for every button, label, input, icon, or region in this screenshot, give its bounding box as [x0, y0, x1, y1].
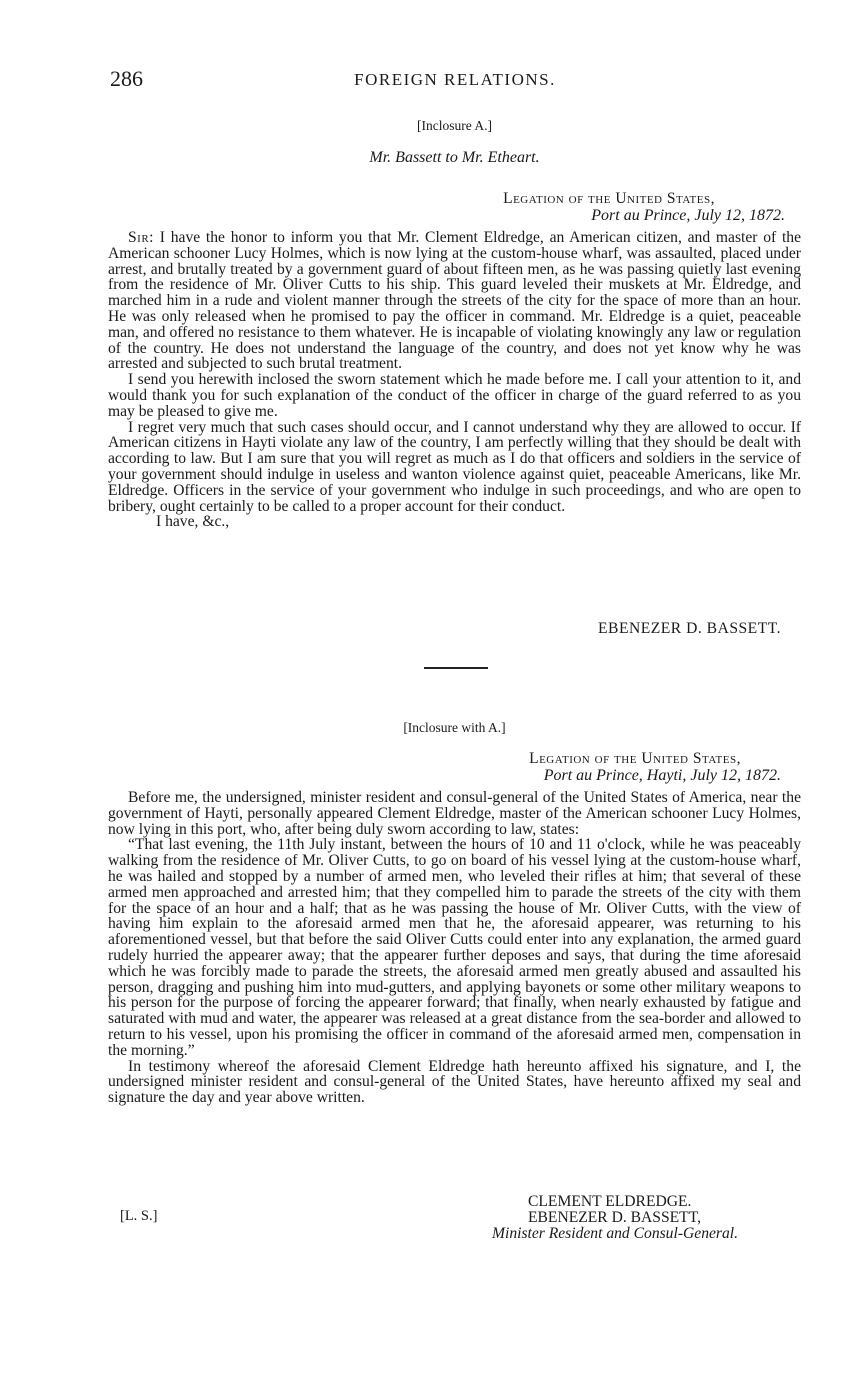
- paragraph: I regret very much that such cases should occur, and I cannot understand why they are allowed to occur. If American citizens in Hayti violate any law of the country, I am perfectly willing that they should be dealt with according to law. But I am sure that you will regret as much as I do that officers and soldiers in the service of your government should indulge in useless and wanton violence against quiet, peaceable Americans, like Mr. Eldredge. Officers in the service of your government who indulge in such proceedings, and who are open to bribery, ought certainly to be called to a proper account for their conduct.: [108, 418, 801, 515]
- legation-heading: Legation of the United States,: [529, 750, 741, 767]
- signature-block: [108, 1194, 801, 1242]
- closing: I have, &c.,: [156, 513, 230, 531]
- paragraph: Sir: I have the honor to inform you that Mr. Clement Eldredge, an American citizen, and master of the American schooner Lucy Holmes, which is now lying at the custom-house wharf, was assaulted, placed under arrest, and brutally treated by a government guard of about fifteen men, as he was passing quietly last evening from the residence of Mr. Oliver Cutts to his ship. This guard leveled their muskets at Mr. Eldredge, and marched him in a rude and violent manner through the streets of the city for the space of more than an hour. He was only released when he promised to pay the officer in command. Mr. Eldredge is a quiet, peaceable man, and offered no resistance to them whatever. He is incapable of violating knowingly any law or regulation of the country. He does not understand the language of the country, and does not yet know why he was arrested and subjected to such brutal treatment.: [108, 229, 802, 373]
- signature: EBENEZER D. BASSETT.: [598, 620, 781, 637]
- seal-mark: [L. S.]: [120, 1208, 158, 1224]
- quoted-statement: “That last evening, the 11th July instant, between the hours of 10 and 11 o'clock, while he was peaceably walking from the residence of Mr. Oliver Cutts, to go on board of his vessel lying at the custom-house wharf, he was hailed and stopped by a number of armed men, who leveled their rifles at him; that several of these armed men approached and arrested him; that they compelled him to parade the streets of the city with them for the space of an hour and a half; that as he was passing the house of Mr. Oliver Cutts, with the view of having him explain to the aforesaid armed men that he, the aforesaid appearer, was returning to his aforementioned vessel, but that before the said Oliver Cutts could enter into any explanation, the armed guard rudely hurried the appearer away; that the appearer further deposes and says, that during the time aforesaid which he was forcibly made to parade the streets, the aforesaid armed men greatly abused and assaulted his person, dragging and pushing him into mud-gutters, and applying bayonets or some other military weapons to his person for the purpose of forcing the appearer forward; that finally, when nearly exhausted by fatigue and saturated with mud and water, the appearer was released at a great distance from the sea-border and allowed to return to his vessel, upon his promising the officer in command of the aforesaid armed men, compensation in the morning.”: [108, 836, 801, 1059]
- page-number: 286: [110, 66, 143, 91]
- signature: CLEMENT ELDREDGE.: [528, 1193, 692, 1210]
- signer-title: Minister Resident and Consul-General.: [492, 1225, 739, 1242]
- section-divider: [424, 667, 488, 669]
- running-title: FOREIGN RELATIONS.: [354, 70, 556, 89]
- letter-body: [108, 230, 801, 530]
- inclosure-label: [Inclosure A.]: [417, 118, 492, 133]
- signature: EBENEZER D. BASSETT,: [528, 1209, 701, 1226]
- paragraph: Before me, the undersigned, minister resident and consul-general of the United States of America, near the government of Hayti, personally appeared Clement Eldredge, master of the American schooner Lucy Holmes, now lying in this port, who, after being duly sworn according to law, states:: [108, 789, 801, 838]
- letter-title: Mr. Bassett to Mr. Etheart.: [369, 149, 540, 166]
- page-header: [110, 66, 800, 94]
- legation-heading: Legation of the United States,: [503, 190, 715, 207]
- salutation: Sir:: [128, 229, 155, 246]
- paragraph: I send you herewith inclosed the sworn statement which he made before me. I call your attention to it, and would thank you for such explanation of the conduct of the officer in charge of the guard referred to as you may be pleased to give me.: [108, 371, 801, 420]
- affidavit-body: [108, 790, 801, 1106]
- dateline: Port au Prince, July 12, 1872.: [591, 207, 785, 224]
- dateline: Port au Prince, Hayti, July 12, 1872.: [543, 767, 781, 784]
- paragraph: In testimony whereof the aforesaid Clement Eldredge hath hereunto affixed his signature, and I, the undersigned minister resident and consul-general of the United States, have hereunto affixed my seal and signature the day and year above written.: [108, 1057, 801, 1107]
- inclosure-label: [Inclosure with A.]: [403, 720, 506, 735]
